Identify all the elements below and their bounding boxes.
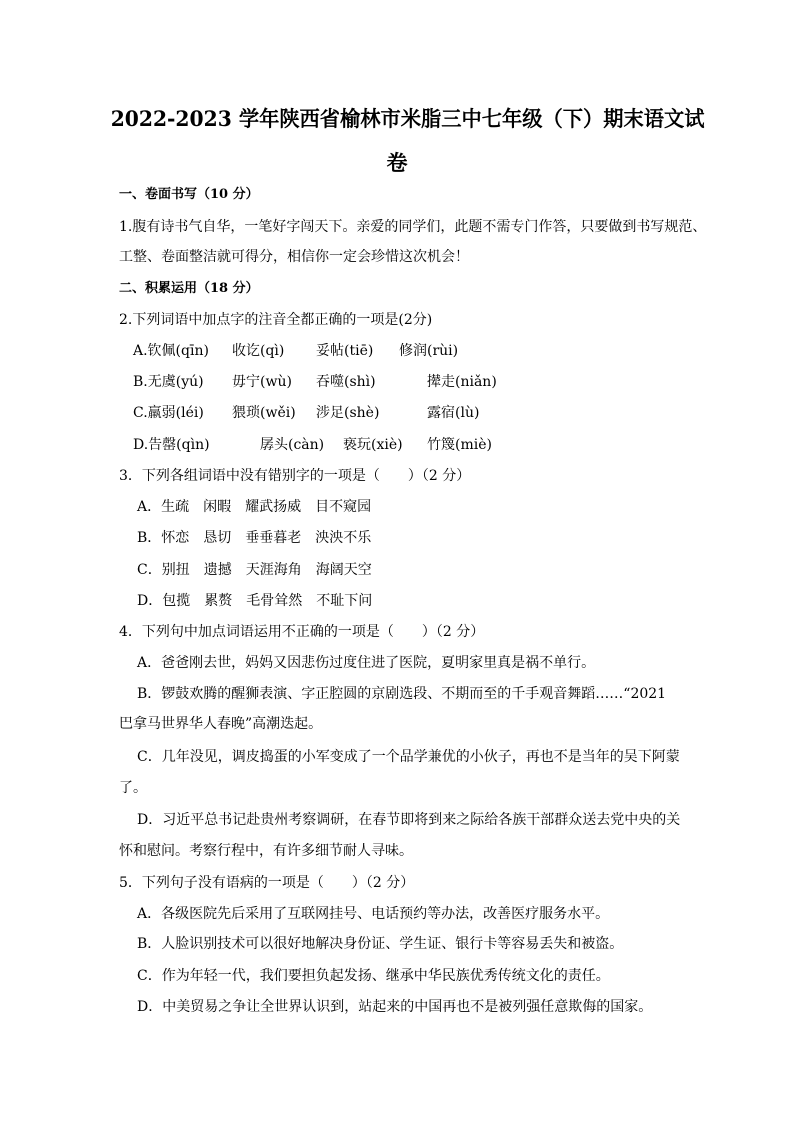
q2-option-c-3: 涉足(shè) [316, 405, 380, 421]
q2-option-d-4: 竹篾(miè) [427, 437, 492, 453]
section-heading-2: 二、积累运用（18 分） [119, 281, 259, 296]
q2-option-b-1: B.无虞(yú) [133, 374, 204, 390]
q2-option-d-2: 孱头(càn) [260, 437, 325, 453]
q3-option-d: D．包揽 累赘 毛骨耸然 不耻下问 [137, 593, 373, 609]
q5-option-a: A．各级医院先后采用了互联网挂号、电话预约等办法，改善医疗服务水平。 [137, 906, 610, 922]
q2-option-d-3: 亵玩(xiè) [343, 437, 403, 453]
q5-option-b: B．人脸识别技术可以很好地解决身份证、学生证、银行卡等容易丢失和被盗。 [137, 936, 624, 952]
q2-option-b-2: 毋宁(wù) [232, 374, 292, 390]
q2-option-b-4: 撵走(niǎn) [427, 374, 497, 390]
q2-stem: 2.下列词语中加点字的注音全都正确的一项是(2分) [119, 312, 433, 328]
q2-option-b-3: 吞噬(shì) [316, 374, 376, 390]
q4-option-b-line-2: 巴拿马世界华人春晚”高潮迭起。 [119, 716, 323, 732]
q2-option-a-2: 收讫(qì) [232, 343, 285, 359]
q4-option-a: A．爸爸刚去世，妈妈又因悲伤过度住进了医院，夏明家里真是祸不单行。 [137, 655, 596, 671]
q2-option-c-2: 猥琐(wěi) [232, 405, 296, 421]
q4-stem: 4．下列句中加点词语运用不正确的一项是（ ）（2 分） [119, 624, 485, 640]
q2-option-a-3: 妥帖(tiē) [316, 343, 374, 359]
q2-option-a-4: 修润(rùi) [399, 343, 459, 359]
q5-option-c: C．作为年轻一代，我们要担负起发扬、继承中华民族优秀传统文化的责任。 [137, 968, 610, 984]
q3-option-b: B．怀恋 恳切 垂垂暮老 泱泱不乐 [137, 530, 372, 546]
q2-option-a-1: A.钦佩(qīn) [133, 343, 209, 359]
title-line-2: 卷 [386, 150, 408, 175]
q2-option-c-1: C.羸弱(léi) [133, 405, 204, 421]
title-line-1: 2022-2023 学年陕西省榆林市米脂三中七年级（下）期末语文试 [110, 106, 705, 131]
q3-option-c: C．别扭 遗撼 天涯海角 海阔天空 [137, 562, 372, 578]
q3-option-a: A．生疏 闲暇 耀武扬威 目不窥园 [137, 499, 372, 515]
q3-stem: 3．下列各组词语中没有错别字的一项是（ ）（2 分） [119, 468, 471, 484]
q4-option-b-line-1: B．锣鼓欢腾的醒狮表演、字正腔圆的京剧选段、不期而至的千手观音舞蹈……“2021 [137, 686, 667, 702]
q4-option-d-line-2: 怀和慰问。考察行程中，有许多细节耐人寻味。 [119, 843, 413, 859]
q1-line-2: 工整、卷面整洁就可得分，相信你一定会珍惜这次机会！ [119, 249, 469, 265]
section-heading-1: 一、卷面书写（10 分） [119, 187, 259, 202]
exam-title [100, 97, 705, 185]
q4-option-d-line-1: D．习近平总书记赴贵州考察调研，在春节即将到来之际给各族干部群众送去党中央的关 [137, 812, 681, 828]
q2-option-c-4: 露宿(lù) [427, 405, 480, 421]
q2-option-d-1: D.告罄(qìn) [133, 437, 210, 453]
q5-stem: 5．下列句子没有语病的一项是（ ）（2 分） [119, 875, 415, 891]
q5-option-d: D．中美贸易之争让全世界认识到，站起来的中国再也不是被列强任意欺侮的国家。 [137, 999, 653, 1015]
q4-option-c-line-1: C．几年没见，调皮捣蛋的小军变成了一个品学兼优的小伙子，再也不是当年的吴下阿蒙 [137, 749, 680, 765]
q1-line-1: 1.腹有诗书气自华，一笔好字闯天下。亲爱的同学们，此题不需专门作答，只要做到书写规范、 [119, 219, 707, 235]
q4-option-c-line-2: 了。 [119, 780, 147, 796]
